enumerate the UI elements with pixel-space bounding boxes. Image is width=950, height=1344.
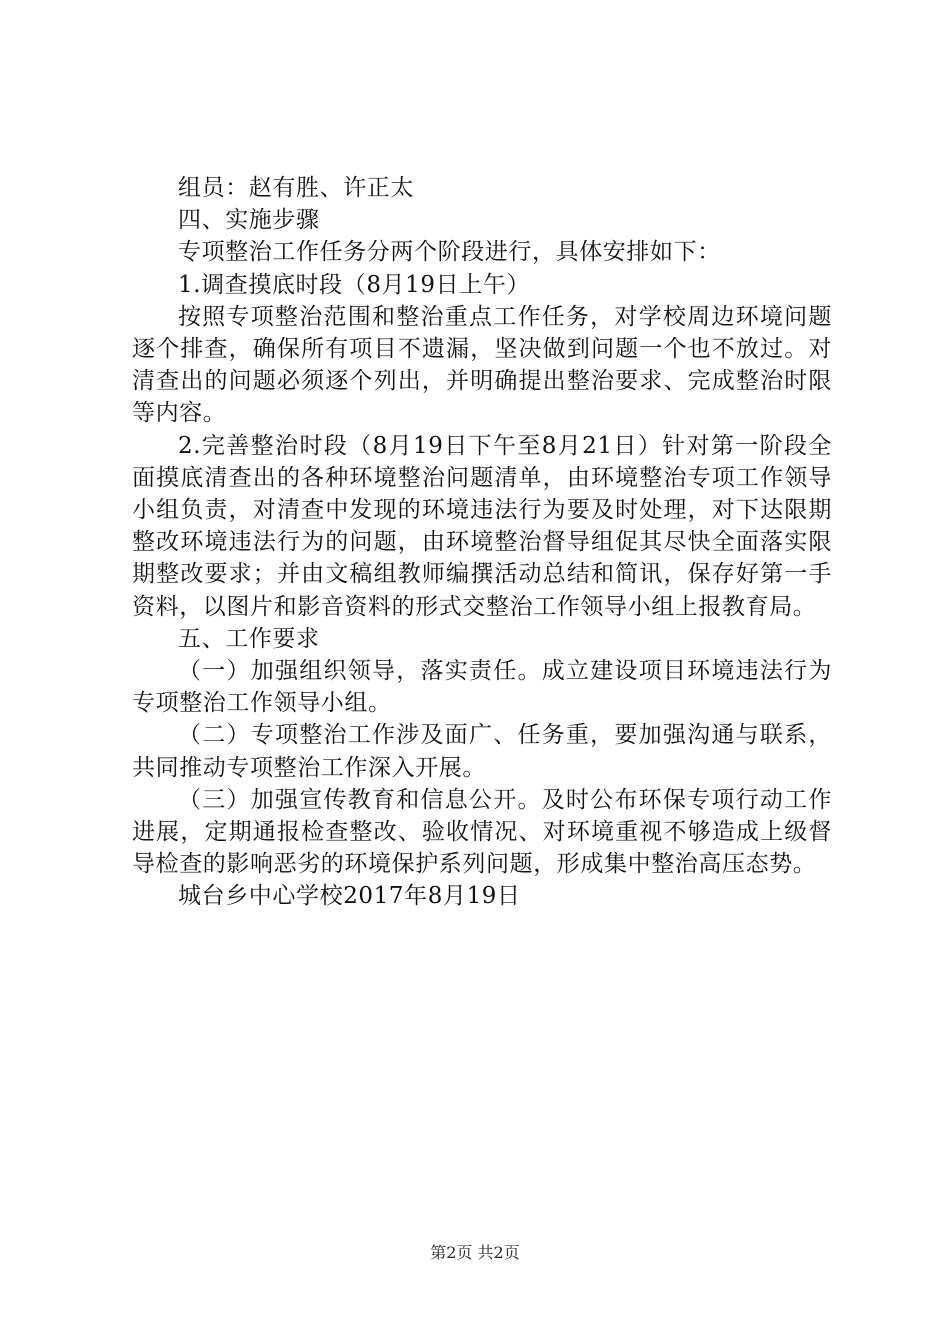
paragraph-rectification-stage: 2.完善整治时段（8月19日下午至8月21日）针对第一阶段全面摸底清查出的各种环境整治问题清单，由环境整治专项工作领导小组负责，对清查中发现的环境违法行为要及时处理，对下达限期整改环境违法行为的问题，由环境整治督导组促其尽快全面落实限期整改要求；并由文稿组教师编撰活动总结和简讯，保存好第一手资料，以图片和影音资料的形式交整治工作领导小组上报教育局。 [132, 432, 832, 620]
signature-date: 城台乡中心学校2017年8月19日 [178, 883, 521, 910]
heading-implementation-steps: 四、实施步骤 [178, 207, 320, 234]
document-body [132, 172, 832, 913]
paragraph-requirement-2: （二）专项整治工作涉及面广、任务重，要加强沟通与联系，共同推动专项整治工作深入开展。 [132, 722, 832, 781]
paragraph-task-stages: 专项整治工作任务分两个阶段进行，具体安排如下： [178, 239, 721, 266]
paragraph-survey-details: 按照专项整治范围和整治重点工作任务，对学校周边环境问题逐个排查，确保所有项目不遗漏，坚决做到问题一个也不放过。对清查出的问题必须逐个列出，并明确提出整治要求、完成整治时限等内容。 [132, 303, 832, 427]
paragraph-team-members: 组员：赵有胜、许正太 [178, 175, 414, 201]
page-footer: 第2页 共2页 [430, 1243, 520, 1262]
heading-survey-stage: 1.调查摸底时段（8月19日上午） [178, 271, 531, 298]
heading-work-requirements: 五、工作要求 [178, 625, 320, 652]
paragraph-requirement-3: （三）加强宣传教育和信息公开。及时公布环保专项行动工作进展，定期通报检查整改、验收情况、对环境重视不够造成上级督导检查的影响恶劣的环境保护系列问题，形成集中整治高压态势。 [132, 786, 832, 878]
paragraph-requirement-1: （一）加强组织领导，落实责任。成立建设项目环境违法行为专项整治工作领导小组。 [132, 658, 832, 717]
